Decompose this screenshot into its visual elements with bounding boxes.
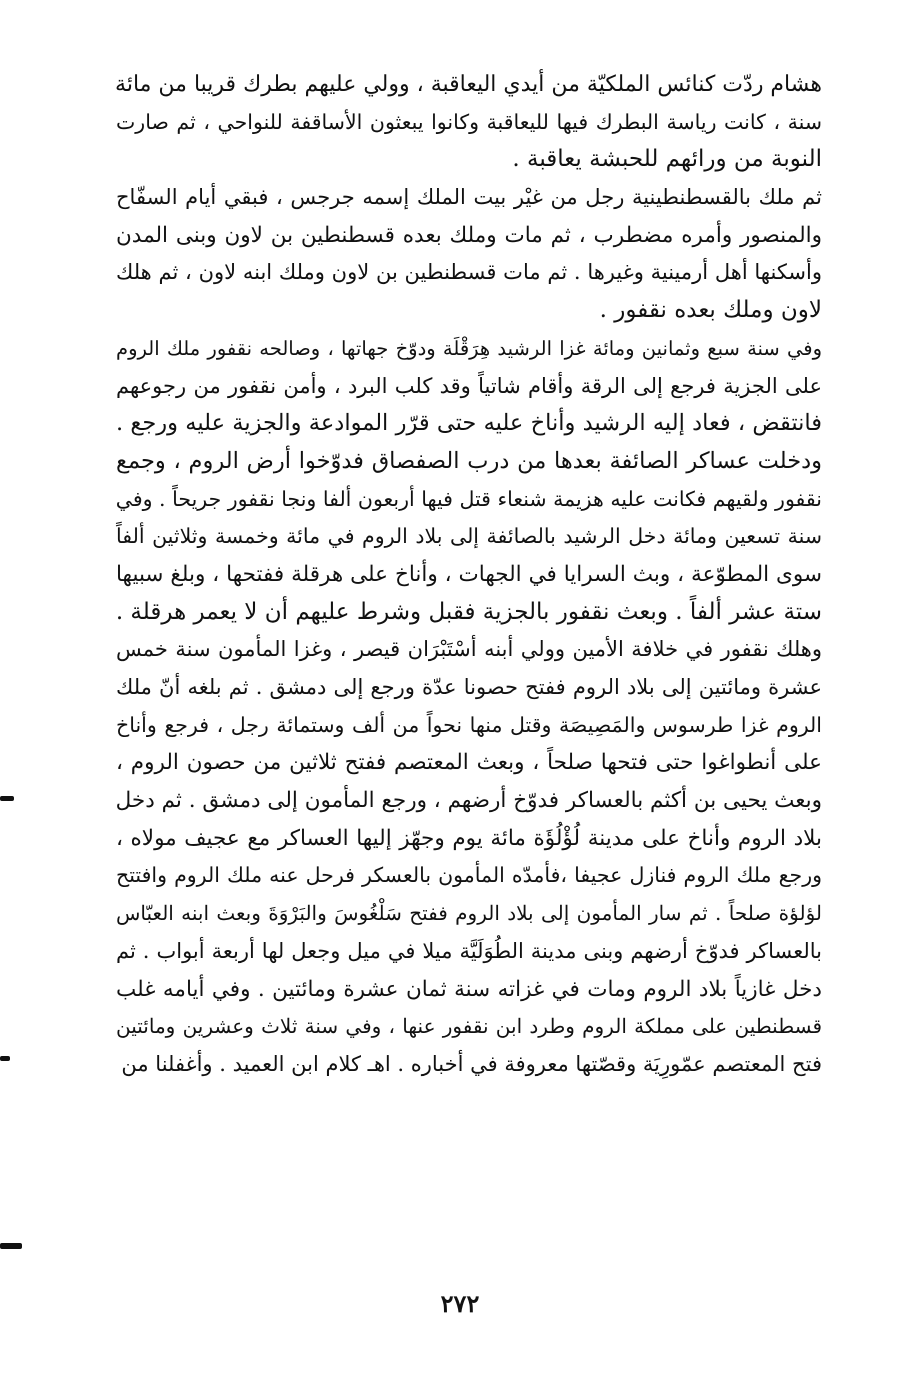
text-line: وبعث يحيى بن أكثم بالعساكر فدوّخ أرضهم ، ورجع المأمون إلى دمشق . ثم دخل	[115, 788, 822, 814]
text-line: ستة عشر ألفاً . وبعث نقفور بالجزية فقبل وشرط عليهم أن لا يعمر هرقلة .	[115, 598, 822, 625]
text-line: نقفور ولقيهم فكانت عليه هزيمة شنعاء قتل فيها أربعون ألفا ونجا نقفور جريحاً . وفي	[115, 486, 822, 511]
text-line: وأسكنها أهل أرمينية وغيرها . ثم مات قسطنطين بن لاون وملك ابنه لاون ، ثم هلك	[116, 260, 822, 285]
text-line: الروم غزا طرسوس والمَصِيصَة وقتل منها نحواً من ألف وستمائة رجل ، فرجع وأناخ	[116, 712, 822, 737]
text-line: وفي سنة سبع وثمانين ومائة غزا الرشيد هِرَقْلَة ودوّخ جهاتها ، وصالحه نقفور ملك الروم	[116, 336, 822, 360]
margin-mark	[0, 1056, 10, 1061]
text-line: النوبة من ورائهم للحبشة يعاقبة .	[512, 146, 822, 173]
margin-mark	[0, 796, 14, 801]
margin-mark	[0, 1243, 22, 1249]
text-line: ثم ملك بالقسطنطينية رجل من غيْر بيت الملك إسمه جرجس ، فبقي أيام السفّاح	[116, 185, 822, 210]
text-line: لؤلؤة صلحاً . ثم سار المأمون إلى بلاد الروم ففتح سَلْغُوسَ والبَرْوَةَ وبعث ابنه العبّاس	[116, 901, 822, 926]
text-line: على الجزية فرجع إلى الرقة وأقام شاتياً وقد كلب البرد ، وأمن نقفور من رجوعهم	[116, 373, 822, 398]
text-line: وهلك نقفور في خلافة الأمين وولي أبنه أسْتَبْرَان قيصر ، وغزا المأمون سنة خمس	[116, 637, 822, 662]
paragraph	[116, 631, 822, 1083]
text-line: سوى المطوّعة ، وبث السرايا في الجهات ، وأناخ على هرقلة ففتحها ، وبلغ سبيها	[116, 561, 822, 587]
text-line: فانتقض ، فعاد إليه الرشيد وأناخ عليه حتى قرّر الموادعة والجزية عليه ورجع .	[116, 410, 822, 437]
text-line: على أنطواغوا حتى فتحها صلحاً ، وبعث المعتصم ففتح ثلاثين من حصون الروم ،	[116, 750, 822, 776]
text-line: ودخلت عساكر الصائفة بعدها من درب الصفصاق فدوّخوا أرض الروم ، وجمع	[116, 447, 822, 474]
text-line: عشرة ومائتين إلى بلاد الروم ففتح حصونا عدّة ورجع إلى دمشق . ثم بلغه أنّ ملك	[116, 675, 822, 699]
text-line: قسطنطين على مملكة الروم وطرد ابن نقفور عنها ، وفي سنة ثلاث وعشرين ومائتين	[116, 1014, 822, 1039]
paragraph	[116, 66, 822, 179]
text-line: والمنصور وأمره مضطرب ، ثم مات وملك بعده قسطنطين بن لاون وبنى المدن	[116, 222, 822, 248]
text-line: فتح المعتصم عمّورِيَة وقصّتها معروفة في أخباره . اهـ كلام ابن العميد . وأغفلنا من	[121, 1051, 822, 1076]
body-text	[116, 66, 822, 1084]
text-line: سنة تسعين ومائة دخل الرشيد بالصائفة إلى بلاد الروم في مائة وخمسة وثلاثين ألفاً	[116, 524, 822, 549]
text-line: سنة ، كانت رياسة البطرك فيها لليعاقبة وكانوا يبعثون الأساقفة للنواحي ، ثم صارت	[116, 109, 822, 134]
text-line: هشام ردّت كنائس الملكيّة من أيدي اليعاقبة ، وولي عليهم بطرك قريبا من مائة	[115, 72, 822, 97]
text-line: بالعساكر فدوّخ أرضهم وبنى مدينة الطُوَلَيَّة ميلا في ميل وجعل لها أربعة أبواب . ثم	[116, 938, 822, 963]
text-line: لاون وملك بعده نقفور .	[599, 297, 822, 324]
text-line: بلاد الروم وأناخ على مدينة لُؤْلُؤَة مائة يوم وجهّز إليها العساكر مع عجيف مولاه ،	[116, 825, 822, 851]
page-number: ٢٧٢	[440, 1289, 480, 1318]
paragraph	[116, 330, 822, 632]
text-line: دخل غازياً بلاد الروم ومات في غزاته سنة ثمان عشرة ومائتين . وفي أيامه غلب	[116, 976, 822, 1002]
text-line: ورجع ملك الروم فنازل عجيفا ،فأمدّه المأمون بالعسكر فرحل عنه ملك الروم وافتتح	[116, 863, 822, 888]
paragraph	[116, 179, 822, 330]
